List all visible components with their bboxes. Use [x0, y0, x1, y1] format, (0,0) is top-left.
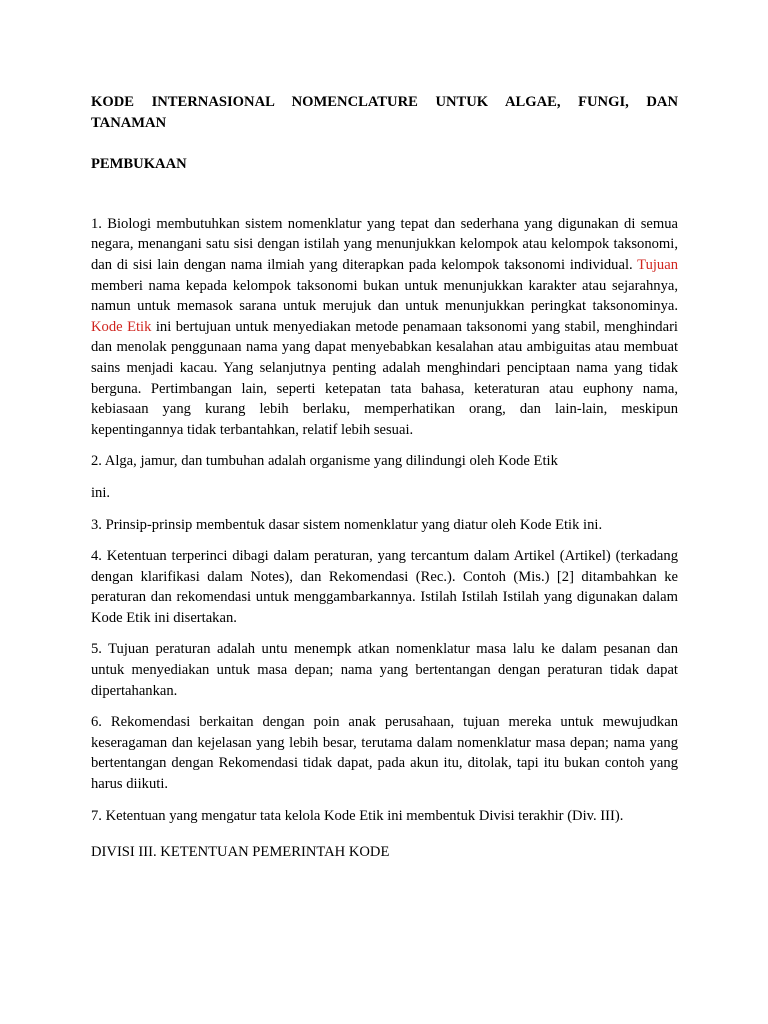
section-heading: PEMBUKAAN	[91, 156, 187, 173]
paragraph-1-part-1: 1. Biologi membutuhkan sistem nomenklatur yang tepat dan sederhana yang digunakan di semua negara, menangani satu sisi dengan istilah yang menunjukkan kelompok atau kelompok taksonomi, dan di sisi lain dengan nama ilmiah yang diterapkan pada kelompok taksonomi individual.	[91, 215, 678, 273]
document-title	[91, 92, 678, 133]
paragraph-4: 4. Ketentuan terperinci dibagi dalam peraturan, yang tercantum dalam Artikel (Artikel) (terkadang dengan klarifikasi dalam Notes), dan Rekomendasi (Rec.). Contoh (Mis.) [2] ditambahkan ke peraturan dan rekomendasi untuk menggambarkannya. Istilah Istilah Istilah yang digunakan dalam Kode Etik ini disertakan.	[91, 548, 678, 626]
paragraph-3: 3. Prinsip-prinsip membentuk dasar sistem nomenklatur yang diatur oleh Kode Etik ini.	[91, 516, 603, 533]
paragraph-6: 6. Rekomendasi berkaitan dengan poin anak perusahaan, tujuan mereka untuk mewujudkan keseragaman dan kejelasan yang lebih besar, terutama dalam nomenklatur masa depan; nama yang bertentangan dengan Rekomendasi tidak dapat, pada akun itu, ditolak, tapi itu bukan contoh yang harus diikuti.	[91, 714, 678, 793]
document-page	[91, 92, 678, 863]
paragraph-1-part-3: ini bertujuan untuk menyediakan metode penamaan taksonomi yang stabil, menghindari dan menolak penggunaan nama yang dapat menyebabkan kesalahan atau ambiguitas atau membuat sains menjadi kacau. Yang selanjutnya penting adalah menghindari penciptaan nama yang tidak berguna. Pertimbangan lain, seperti ketepatan tata bahasa, keteraturan atau euphony nama, kebiasaan yang kurang lebih berlaku, memperhatikan orang, dan lain-lain, meskipun kepentingannya tidak terbantahkan, relatif lebih sesuai.	[91, 318, 678, 438]
paragraph-1	[91, 214, 678, 441]
title-line-2: TANAMAN	[91, 114, 167, 131]
title-line-1: KODE INTERNASIONAL NOMENCLATURE UNTUK ALGAE, FUNGI, DAN	[91, 94, 678, 110]
highlight-kode-etik: Kode Etik	[91, 318, 152, 335]
paragraph-5: 5. Tujuan peraturan adalah untu menempk atkan nomenklatur masa lalu ke dalam pesanan dan untuk menyediakan untuk masa depan; nama yang bertentangan dengan peraturan tidak dapat dipertahankan.	[91, 641, 678, 699]
paragraph-1-part-2: memberi nama kepada kelompok taksonomi bukan untuk menunjukkan karakter atau sejarahnya, namun untuk memasok sarana untuk merujuk dan untuk menunjukkan peringkat taksonominya.	[91, 277, 678, 315]
paragraph-2: 2. Alga, jamur, dan tumbuhan adalah organisme yang dilindungi oleh Kode Etik	[91, 453, 558, 470]
paragraph-7: 7. Ketentuan yang mengatur tata kelola Kode Etik ini membentuk Divisi terakhir (Div. III).	[91, 807, 624, 824]
highlight-tujuan: Tujuan	[637, 256, 678, 273]
paragraph-2-continuation: ini.	[91, 484, 111, 501]
division-heading: DIVISI III. KETENTUAN PEMERINTAH KODE	[91, 844, 390, 861]
